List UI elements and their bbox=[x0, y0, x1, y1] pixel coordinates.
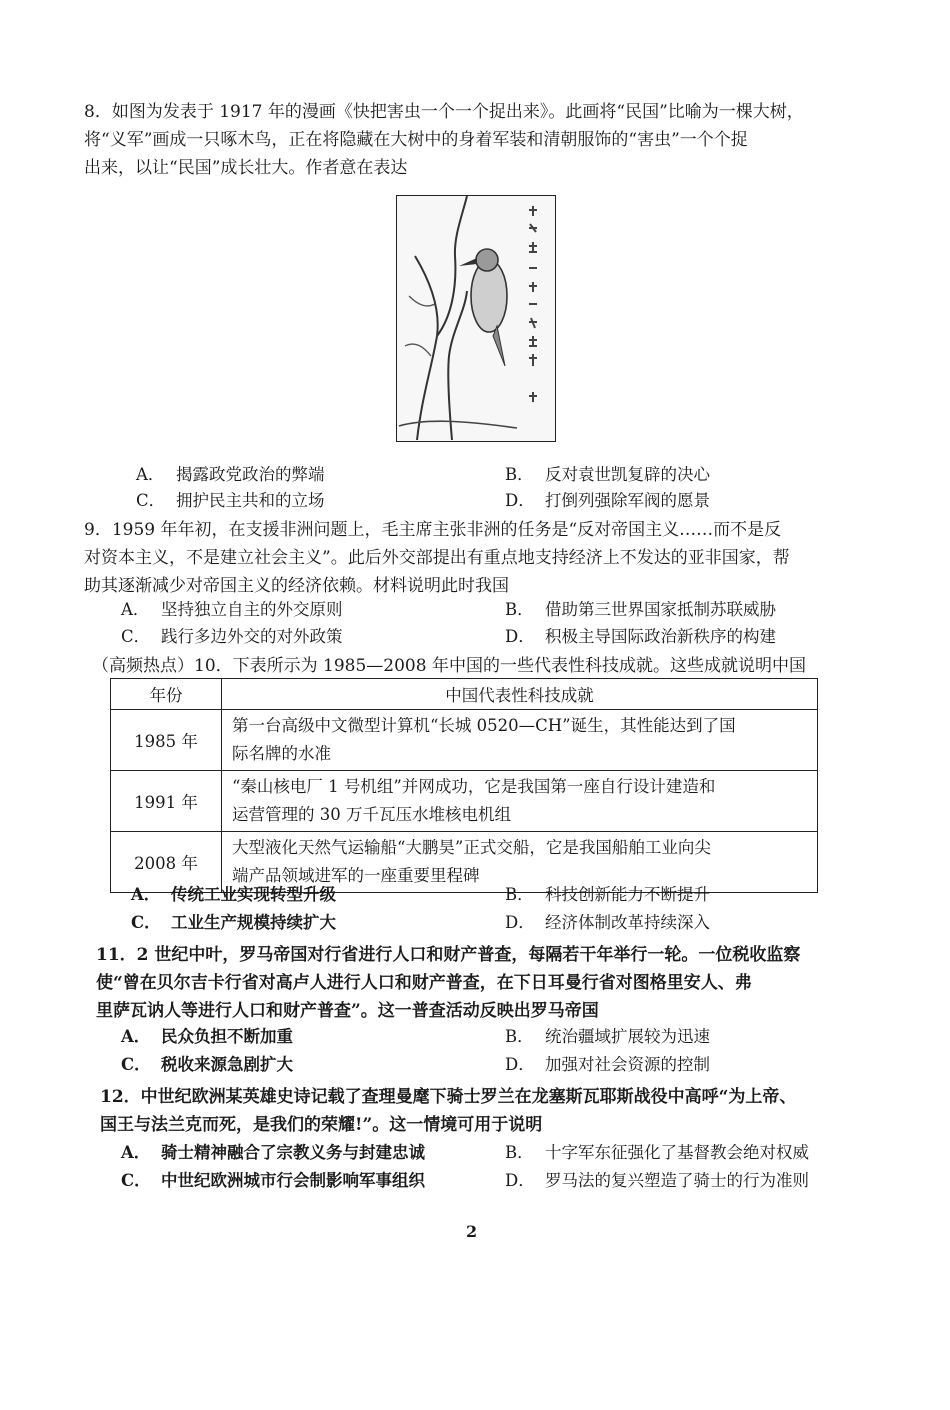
option-key: B． bbox=[505, 885, 534, 904]
option-text: 中世纪欧洲城市行会制影响军事组织 bbox=[161, 1171, 425, 1190]
option-text: 科技创新能力不断提升 bbox=[545, 885, 710, 904]
option-text: 传统工业实现转型升级 bbox=[171, 885, 336, 904]
option-key: D． bbox=[505, 1171, 535, 1190]
cell-line: 端产品领域进军的一座重要里程碑 bbox=[232, 866, 480, 885]
stem-line: 8．如图为发表于 1917 年的漫画《快把害虫一个一个捉出来》。此画将“民国”比喻为一棵大树， bbox=[84, 102, 804, 122]
option-text: 经济体制改革持续深入 bbox=[545, 913, 710, 932]
q11-option-a[interactable] bbox=[121, 1025, 293, 1049]
table-row bbox=[111, 771, 818, 832]
q10-option-c[interactable] bbox=[131, 911, 336, 935]
q11-option-c[interactable] bbox=[121, 1053, 293, 1077]
option-key: C． bbox=[136, 491, 166, 510]
cartoon-drawing bbox=[397, 196, 554, 440]
question-11-stem bbox=[96, 941, 876, 1025]
option-key: D． bbox=[505, 491, 535, 510]
table-cell-year: 1991 年 bbox=[111, 771, 222, 832]
q9-option-c[interactable] bbox=[121, 625, 343, 649]
stem-line: 国王与法兰克而死，是我们的荣耀!”。这一情境可用于说明 bbox=[100, 1115, 543, 1135]
q8-option-c[interactable] bbox=[136, 489, 325, 513]
q12-option-a[interactable] bbox=[121, 1141, 425, 1165]
table-cell-year: 2008 年 bbox=[111, 832, 222, 893]
q10-option-d[interactable] bbox=[505, 911, 710, 935]
option-key: D． bbox=[505, 1055, 535, 1074]
option-key: A． bbox=[121, 1027, 151, 1046]
option-text: 揭露政党政治的弊端 bbox=[176, 465, 325, 484]
option-key: C． bbox=[131, 913, 161, 932]
option-key: C． bbox=[121, 1171, 151, 1190]
option-text: 借助第三世界国家抵制苏联威胁 bbox=[545, 600, 776, 619]
q12-option-b[interactable] bbox=[505, 1141, 809, 1165]
option-key: A． bbox=[121, 1143, 151, 1162]
stem-line: 助其逐渐减少对帝国主义的经济依赖。材料说明此时我国 bbox=[84, 576, 509, 596]
option-text: 积极主导国际政治新秩序的构建 bbox=[545, 627, 776, 646]
stem-line: 9．1959 年年初，在支援非洲问题上，毛主席主张非洲的任务是“反对帝国主义……而不是反 bbox=[84, 520, 782, 540]
option-key: C． bbox=[121, 1055, 151, 1074]
q10-option-a[interactable] bbox=[131, 883, 336, 907]
question-9-stem bbox=[84, 516, 864, 600]
question-10-stem bbox=[92, 652, 872, 680]
table-row bbox=[111, 710, 818, 771]
cell-line: “秦山核电厂 1 号机组”并网成功，它是我国第一座自行设计建造和 bbox=[232, 777, 716, 796]
option-text: 骑士精神融合了宗教义务与封建忠诚 bbox=[161, 1143, 425, 1162]
stem-line: （高频热点）10．下表所示为 1985—2008 年中国的一些代表性科技成就。这些成就说明中国 bbox=[92, 656, 806, 676]
option-key: D． bbox=[505, 913, 535, 932]
option-text: 加强对社会资源的控制 bbox=[545, 1055, 710, 1074]
stem-line: 11．2 世纪中叶，罗马帝国对行省进行人口和财产普查，每隔若干年举行一轮。一位税收监察 bbox=[96, 945, 801, 965]
table-cell-year: 1985 年 bbox=[111, 710, 222, 771]
option-text: 践行多边外交的对外政策 bbox=[161, 627, 343, 646]
q12-option-d[interactable] bbox=[505, 1169, 809, 1193]
q11-option-b[interactable] bbox=[505, 1025, 710, 1049]
option-text: 坚持独立自主的外交原则 bbox=[161, 600, 343, 619]
option-text: 十字军东征强化了基督教会绝对权威 bbox=[545, 1143, 809, 1162]
table-cell-achievement bbox=[222, 771, 818, 832]
option-key: B． bbox=[505, 600, 534, 619]
q10-option-b[interactable] bbox=[505, 883, 710, 907]
cell-line: 大型液化天然气运输船“大鹏昊”正式交船，它是我国船舶工业向尖 bbox=[232, 838, 711, 857]
option-text: 罗马法的复兴塑造了骑士的行为准则 bbox=[545, 1171, 809, 1190]
table-header-row bbox=[111, 679, 818, 710]
option-key: B． bbox=[505, 1027, 534, 1046]
stem-line: 使“曾在贝尔吉卡行省对高卢人进行人口和财产普查，在下日耳曼行省对图格里安人、弗 bbox=[96, 973, 752, 993]
option-text: 税收来源急剧扩大 bbox=[161, 1055, 293, 1074]
cell-line: 第一台高级中文微型计算机“长城 0520—CH”诞生，其性能达到了国 bbox=[232, 716, 736, 735]
page-number: 2 bbox=[466, 1222, 478, 1241]
stem-line: 出来，以让“民国”成长壮大。作者意在表达 bbox=[84, 158, 408, 178]
option-text: 工业生产规模持续扩大 bbox=[171, 913, 336, 932]
option-key: A． bbox=[131, 885, 161, 904]
option-key: D． bbox=[505, 627, 535, 646]
q12-option-c[interactable] bbox=[121, 1169, 425, 1193]
cell-line: 运营管理的 30 万千瓦压水堆核电机组 bbox=[232, 805, 511, 824]
table-cell-achievement bbox=[222, 710, 818, 771]
stem-line: 12．中世纪欧洲某英雄史诗记载了查理曼麾下骑士罗兰在龙塞斯瓦耶斯战役中高呼“为上帝、 bbox=[100, 1087, 797, 1107]
option-key: A． bbox=[136, 465, 165, 484]
option-text: 反对袁世凯复辟的决心 bbox=[545, 465, 710, 484]
q8-option-a[interactable] bbox=[136, 463, 325, 487]
q8-option-d[interactable] bbox=[505, 489, 710, 513]
option-key: C． bbox=[121, 627, 151, 646]
q11-option-d[interactable] bbox=[505, 1053, 710, 1077]
question-8-stem bbox=[84, 98, 864, 182]
q9-option-b[interactable] bbox=[505, 598, 776, 622]
option-text: 拥护民主共和的立场 bbox=[176, 491, 325, 510]
option-text: 统治疆域扩展较为迅速 bbox=[545, 1027, 710, 1046]
question-12-stem bbox=[100, 1083, 870, 1139]
stem-line: 对资本主义，不是建立社会主义”。此后外交部提出有重点地支持经济上不发达的亚非国家，帮 bbox=[84, 548, 790, 568]
achievements-table bbox=[110, 678, 818, 893]
option-key: B． bbox=[505, 465, 534, 484]
option-key: A． bbox=[121, 600, 150, 619]
stem-line: 里萨瓦讷人等进行人口和财产普查”。这一普查活动反映出罗马帝国 bbox=[96, 1001, 599, 1021]
option-text: 打倒列强除军阀的愿景 bbox=[545, 491, 710, 510]
woodpecker-cartoon-image bbox=[396, 195, 556, 442]
cell-line: 际名牌的水准 bbox=[232, 744, 331, 763]
table-header-achievement: 中国代表性科技成就 bbox=[222, 679, 818, 710]
stem-line: 将“义军”画成一只啄木鸟，正在将隐藏在大树中的身着军装和清朝服饰的“害虫”一个个捉 bbox=[84, 130, 748, 150]
option-key: B． bbox=[505, 1143, 534, 1162]
q9-option-a[interactable] bbox=[121, 598, 343, 622]
option-text: 民众负担不断加重 bbox=[161, 1027, 293, 1046]
q9-option-d[interactable] bbox=[505, 625, 776, 649]
table-header-year: 年份 bbox=[111, 679, 222, 710]
q8-option-b[interactable] bbox=[505, 463, 710, 487]
